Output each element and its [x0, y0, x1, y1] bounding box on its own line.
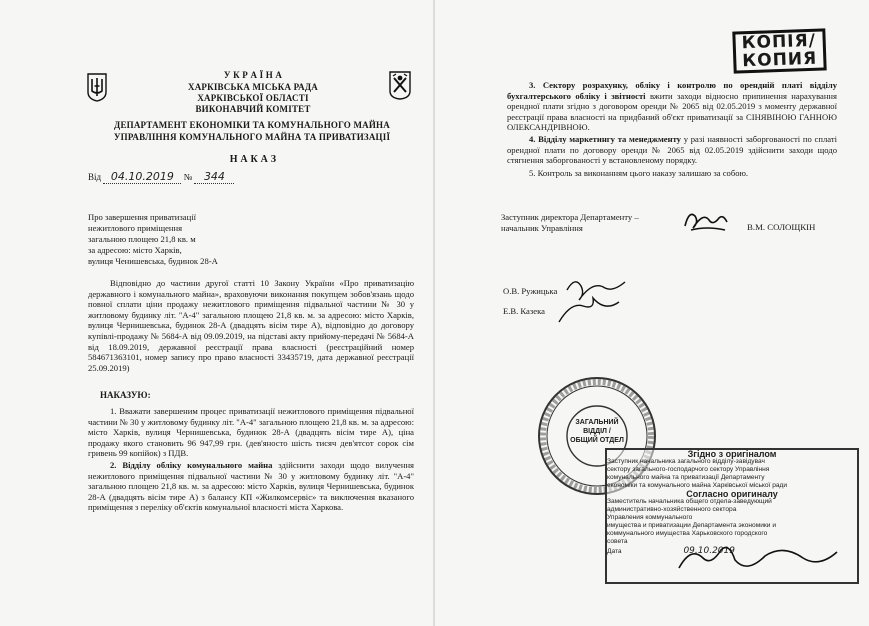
copy-stamp-line: КОПИЯ	[741, 48, 818, 72]
certify-heading-ru: Согласно оригиналу	[686, 489, 778, 499]
director-signature-icon	[681, 206, 731, 236]
header-country: У К Р А Ї Н А	[223, 70, 283, 80]
approver-1: О.В. Ружицька	[503, 286, 558, 296]
certify-line: сектору загального-господарчого сектору Управління	[607, 466, 770, 473]
certify-line: Заступник начальника загального відділу-завідувач	[607, 458, 765, 465]
certify-line: Управления коммунального	[607, 514, 693, 521]
certify-line: економіки та комунального майна Харківської міської ради	[607, 482, 788, 489]
subject-line: Про завершення приватизації	[88, 212, 196, 222]
subject-line: нежитлового приміщення	[88, 223, 183, 233]
header-council: ХАРКІВСЬКА МІСЬКА РАДА	[188, 82, 318, 92]
certify-line: комунального майна та приватизації Департаменту	[607, 474, 765, 481]
copy-stamp	[732, 28, 826, 73]
order-item-4-lead: 4. Відділу маркетингу та менеджменту	[529, 134, 681, 144]
subject-line: за адресою: місто Харків,	[88, 245, 182, 255]
certify-line: коммунального имущества Харьковского городского	[607, 530, 768, 537]
preamble-paragraph: Відповідно до частини другої статті 10 Закону України «Про приватизацію державного і комунального майна», враховуючи виконання покупцем зобов'язань щодо повної сплати ціни продажу нежитлового приміщення підвальної частини № 30 у житловому будинку літ. "А-4" загальною площею 21,8 кв. м. за адресою: місто Харків, вулиця Чернишевська, будинок 28-А (двадцять вісім тире А), відповідно до договору купівлі-продажу № 5684-А від 09.09.2019, на підставі акту прийому-передачі № 5684-А від 18.09.2019, державної реєстрації права власності (реєстраційний номер 584671363101, номер запису про право власності 33435719, дата державної реєстрації 25.09.2019)	[88, 278, 414, 373]
order-item-2-lead: 2. Відділу обліку комунального майна	[110, 460, 273, 470]
certify-line: совета	[607, 538, 628, 545]
certify-date-value: 09.10.2019	[683, 546, 735, 556]
approval-signatures-icon	[553, 272, 643, 328]
order-item-3	[507, 80, 837, 133]
signer-title	[501, 212, 639, 234]
signer-title-line: начальник Управління	[501, 223, 583, 233]
header-committee: ВИКОНАВЧИЙ КОМІТЕТ	[195, 104, 311, 114]
order-number: 344	[194, 170, 234, 184]
copy-stamp-line: КОПІЯ/	[741, 30, 817, 54]
order-heading: НАКАЗУЮ:	[100, 390, 151, 400]
order-item-3-lead: 3. Сектору розрахунку, обліку і контролю по орендній платі відділу бухгалтерського обліку і звітності	[507, 80, 837, 101]
right-page	[435, 0, 869, 626]
trident-coat-of-arms-icon	[86, 72, 108, 102]
subject-line: загальною площею 21,8 кв. м	[88, 234, 196, 244]
order-item-5: 5. Контроль за виконанням цього наказу залишаю за собою.	[529, 168, 749, 178]
signer-title-line: Заступник директора Департаменту –	[501, 212, 639, 222]
certify-heading-ua: Згідно з оригіналом	[687, 449, 777, 459]
header-management: УПРАВЛІННЯ КОМУНАЛЬНОГО МАЙНА ТА ПРИВАТИЗАЦІЇ	[113, 132, 391, 142]
subject-block	[88, 212, 328, 267]
order-item-2	[88, 460, 414, 513]
subject-line: вулиця Ченишевська, будинок 28-А	[88, 256, 218, 266]
round-stamp-line: ЗАГАЛЬНИЙ	[575, 419, 619, 426]
signer-name: В.М. СОЛОЩКІН	[747, 222, 816, 232]
date-line	[88, 170, 268, 186]
certify-line: административно-хозяйственного сектора	[607, 506, 737, 513]
round-stamp-center	[561, 418, 633, 445]
left-page	[0, 0, 434, 626]
certify-date-label: Дата	[607, 548, 622, 555]
document-type-title: Н А К А З	[229, 154, 277, 165]
order-item-4	[507, 134, 837, 166]
header-department: ДЕПАРТАМЕНТ ЕКОНОМІКИ ТА КОМУНАЛЬНОГО МАЙНА	[114, 120, 390, 130]
order-item-3-text: вжити заходи відносно припинення нарахування орендної плати згідно з договором оренди № 2065 від 02.05.2019 з моменту державної реєстрації права власності на придбаний об'єкт приватизації за СІНЯВІНОЮ ГАННОЮ ОЛЕКСАНДРІВНОЮ.	[507, 90, 837, 133]
date-prefix: Від	[88, 172, 102, 182]
certifier-signature-icon	[673, 540, 843, 580]
order-item-2-text: здійснити заходи щодо вилучення нежитлового приміщення підвальної частини № 30 у житловому будинку літ. "А-4" загальною площею 21,8 кв. м. за адресою: місто Харків, вулиця Чернишевська, будинок 28-А (двадцять вісім тире А) з балансу КП «Жилкомсервіс» та виключення вказаного приміщення з переліку об'єктів комунальної власності міста Харкова.	[88, 460, 414, 513]
order-item-4-text: у разі наявності заборгованості по сплаті орендної плати по договору оренди № 2065 від 02.05.2019 здійснити заходи щодо стягнення заборгованості у встановленому порядку.	[507, 134, 837, 166]
header-oblast: ХАРКІВСЬКОЇ ОБЛАСТІ	[197, 93, 309, 103]
round-stamp-line: ВІДДІЛ /	[583, 428, 611, 435]
round-stamp-line: ОБЩИЙ ОТДЕЛ	[570, 437, 624, 444]
certify-line: Заместитель начальника общего отдела-заведующий	[607, 498, 772, 505]
approver-2: Е.В. Казека	[503, 306, 545, 316]
order-item-1: 1. Вважати завершеним процес приватизації нежитлового приміщення підвальної частини № 30 у житловому будинку літ. "А-4" загальною площею 21,8 кв. м. за адресою: місто Харків, вулиця Чернишевська, будинок 28-А (двадцять вісім тире А), ціна продажу якого становить 96 947,99 грн. (дев'яносто шість тисяч дев'ятсот сорок сім гривень 99 копійок) з ПДВ.	[88, 406, 414, 459]
number-label: №	[183, 172, 193, 182]
date-value: 04.10.2019	[103, 170, 181, 184]
certify-line: имущества и приватизации Департамента экономики и	[607, 522, 776, 529]
kharkiv-city-emblem-icon	[388, 70, 412, 100]
